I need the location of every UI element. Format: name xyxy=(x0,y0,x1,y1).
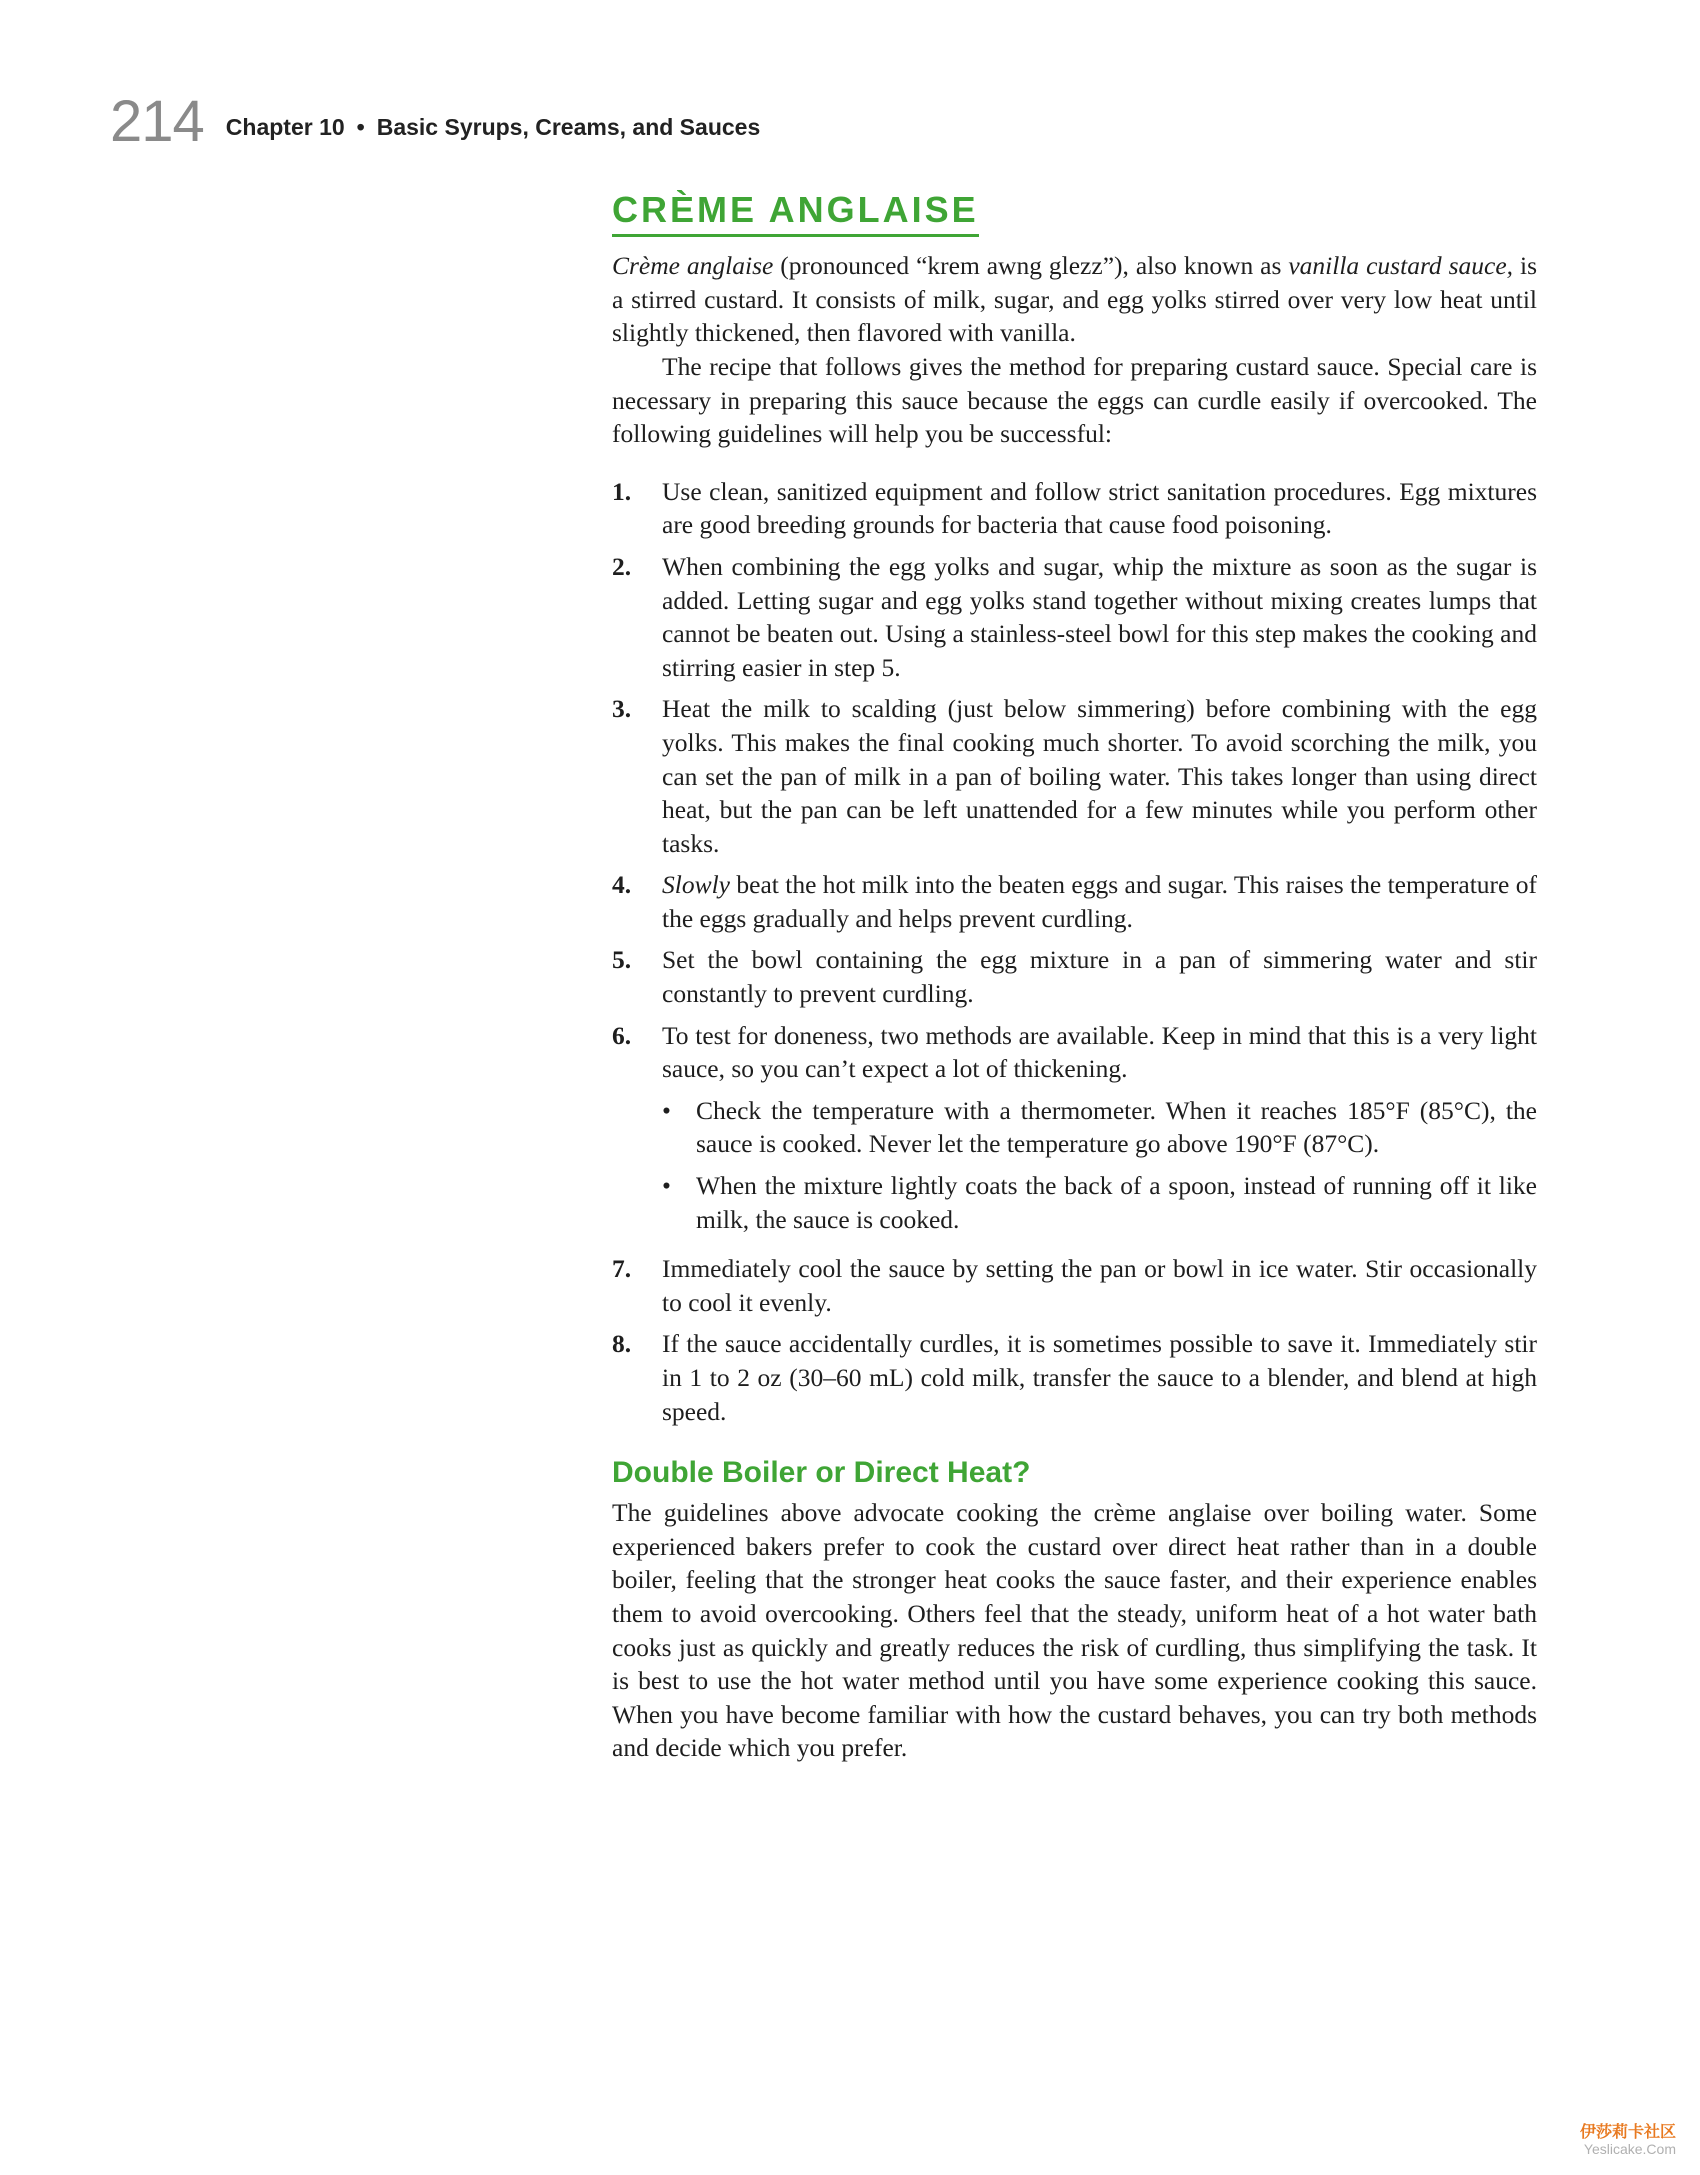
list-item xyxy=(612,1252,1537,1319)
watermark-en: Yeslicake.Com xyxy=(1583,2140,1676,2157)
list-text: Use clean, sanitized equipment and follow strict sanitation procedures. Egg mixtures are good breeding grounds for bacteria that cause food poisoning. xyxy=(662,476,1537,540)
list-number: 3. xyxy=(612,694,632,724)
intro-paragraph xyxy=(612,249,1537,350)
watermark-cn: 伊莎莉卡社区 xyxy=(1579,2124,1676,2141)
sub-list-item xyxy=(662,1094,1537,1161)
chapter-label: Chapter 10 xyxy=(225,113,345,140)
list-text: Immediately cool the sauce by setting the pan or bowl in ice water. Stir occasionally to cool it evenly. xyxy=(662,1254,1537,1317)
intro-text-2: is a stirred custard. It consists of milk, sugar, and egg yolks stirred over very low heat until slightly thickened, then flavored with vanilla. xyxy=(612,251,1537,348)
doneness-methods-list xyxy=(662,1094,1537,1236)
list-item xyxy=(612,1019,1537,1245)
intro-text-1: (pronounced “krem awng glezz”), also known as xyxy=(773,251,1289,281)
list-number: 1. xyxy=(612,476,632,506)
running-title xyxy=(226,114,760,141)
bullet-icon: • xyxy=(662,1095,671,1125)
list-number: 5. xyxy=(612,945,632,975)
page-number: 214 xyxy=(110,89,204,154)
list-item xyxy=(612,868,1537,935)
list-number: 8. xyxy=(612,1329,632,1359)
list-item xyxy=(612,1327,1537,1428)
list-number: 4. xyxy=(612,870,632,900)
chapter-title: Basic Syrups, Creams, and Sauces xyxy=(376,113,761,140)
intro-term: Crème anglaise xyxy=(612,251,774,281)
sub-list-text: When the mixture lightly coats the back of a spoon, instead of running off it like milk, the sauce is cooked. xyxy=(696,1171,1537,1234)
list-text: To test for doneness, two methods are available. Keep in mind that this is a very light sauce, so you can’t expect a lot of thickening. xyxy=(662,1020,1537,1084)
list-item xyxy=(612,692,1537,860)
list-text xyxy=(662,868,1537,935)
list-item xyxy=(612,943,1537,1010)
bullet-icon: • xyxy=(662,1171,671,1201)
list-text: Set the bowl containing the egg mixture in a pan of simmering water and stir constantly to prevent curdling. xyxy=(662,945,1537,1009)
sub-list-text: Check the temperature with a thermometer. When it reaches 185°F (85°C), the sauce is cooked. Never let the temperature go above 190°F (87°C). xyxy=(696,1095,1537,1159)
intro-term-2: vanilla custard sauce, xyxy=(1288,251,1514,281)
list-text: When combining the egg yolks and sugar, whip the mixture as soon as the sugar is added. Letting sugar and egg yolks stand together without mixing creates lumps that cannot be beaten out. Using a stainless-steel bowl for this step makes the cooking and stirring easier in step 5. xyxy=(662,551,1537,682)
list-item xyxy=(612,475,1537,542)
header-separator: • xyxy=(356,113,365,140)
list-number: 6. xyxy=(612,1020,632,1050)
main-content xyxy=(612,188,1537,1765)
second-paragraph: The recipe that follows gives the method for preparing custard sauce. Special care is necessary in preparing this sauce because the eggs can curdle easily if overcooked. The following guidelines will help you be successful: xyxy=(612,351,1537,449)
watermark xyxy=(1580,2124,1676,2157)
running-head xyxy=(110,89,761,154)
list-emphasis: Slowly xyxy=(662,870,730,900)
list-text: If the sauce accidentally curdles, it is sometimes possible to save it. Immediately stir in 1 to 2 oz (30–60 mL) cold milk, transfer the sauce to a blender, and blend at high speed. xyxy=(662,1329,1537,1426)
subsection-title: Double Boiler or Direct Heat? xyxy=(612,1456,1031,1490)
section-title: CRÈME ANGLAISE xyxy=(612,188,979,237)
list-item xyxy=(612,550,1537,684)
list-number: 7. xyxy=(612,1254,632,1284)
guidelines-list xyxy=(612,475,1537,1428)
sub-list-item xyxy=(662,1169,1537,1236)
list-text-rest: beat the hot milk into the beaten eggs and sugar. This raises the temperature of the eggs gradually and helps prevent curdling. xyxy=(662,870,1537,933)
list-number: 2. xyxy=(612,551,632,581)
list-text: Heat the milk to scalding (just below simmering) before combining with the egg yolks. This makes the final cooking much shorter. To avoid scorching the milk, you can set the pan of milk in a pan of boiling water. This takes longer than using direct heat, but the pan can be left unattended for a few minutes while you perform other tasks. xyxy=(662,694,1537,858)
subsection-paragraph: The guidelines above advocate cooking the crème anglaise over boiling water. Some experienced bakers prefer to cook the custard over direct heat rather than in a double boiler, feeling that the stronger heat cooks the sauce faster, and their experience enables them to avoid overcooking. Others feel that the steady, uniform heat of a hot water bath cooks just as quickly and greatly reduces the risk of curdling, thus simplifying the task. It is best to use the hot water method until you have some experience cooking this sauce. When you have become familiar with how the custard behaves, you can try both methods and decide which you prefer. xyxy=(612,1498,1537,1763)
